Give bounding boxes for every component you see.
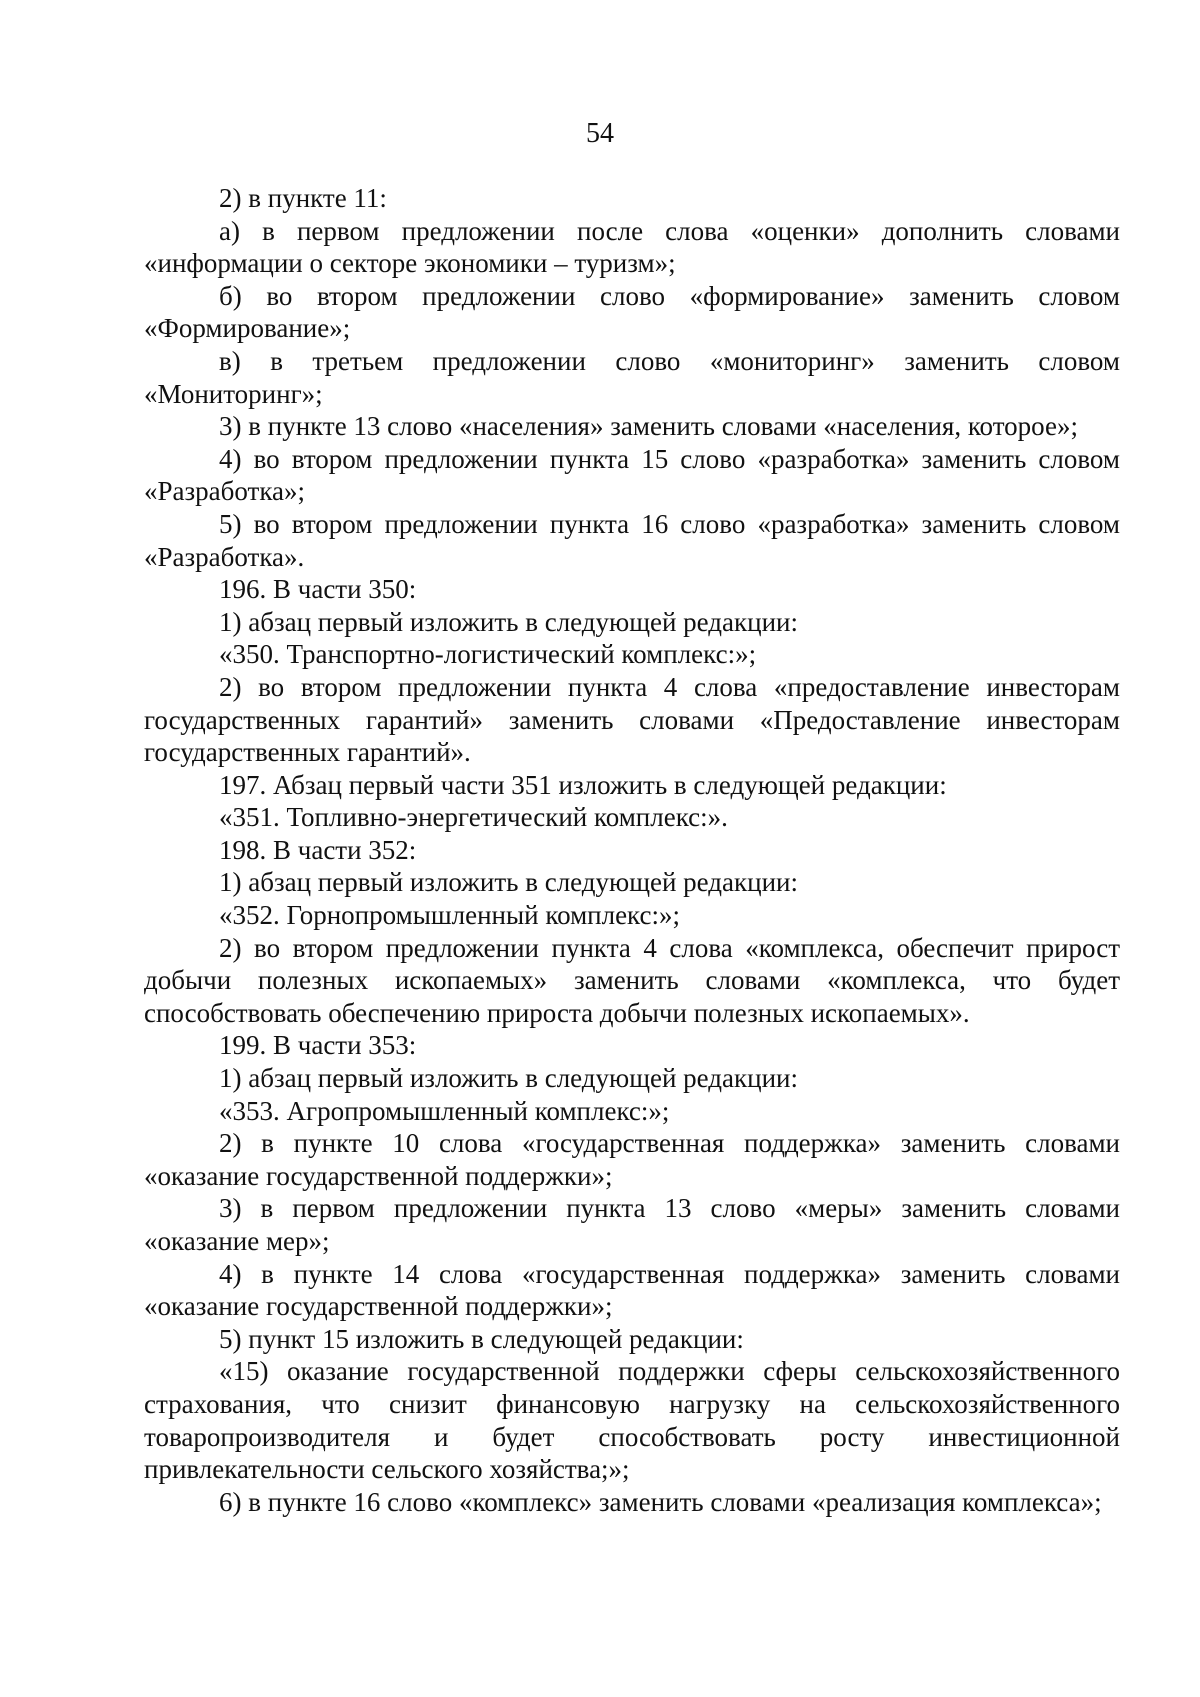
paragraph: «351. Топливно-энергетический комплекс:». [219, 802, 728, 833]
paragraph: «350. Транспортно-логистический комплекс:»; [219, 639, 757, 670]
paragraph: 5) во втором предложении пункта 16 слово «разработка» заменить словом «Разработка». [144, 508, 1120, 572]
paragraph: 6) в пункте 16 слово «комплекс» заменить словами «реализация комплекса»; [219, 1486, 1102, 1517]
paragraph: 3) в пункте 13 слово «населения» заменить словами «населения, которое»; [219, 411, 1078, 442]
page-number: 54 [586, 118, 614, 149]
paragraph: 2) во втором предложении пункта 4 слова «комплекса, обеспечит прирост добычи полезных ископаемых» заменить словами «комплекса, что будет способствовать обеспечению прироста добычи полезных ископаемых». [144, 932, 1120, 1028]
paragraph: 4) в пункте 14 слова «государственная поддержка» заменить словами «оказание государственной поддержки»; [144, 1258, 1120, 1322]
paragraph: 2) во втором предложении пункта 4 слова «предоставление инвесторам государственных гарантий» заменить словами «Предоставление инвесторам государственных гарантий». [144, 671, 1120, 768]
paragraph: 198. В части 352: [219, 834, 417, 865]
paragraph: а) в первом предложении после слова «оценки» дополнить словами «информации о секторе экономики – туризм»; [144, 215, 1120, 279]
paragraph: «15) оказание государственной поддержки сферы сельскохозяйственного страхования, что снизит финансовую нагрузку на сельскохозяйственного товаропроизводителя и будет способствовать росту инвестиционной привлекательности сельского хозяйства;»; [144, 1356, 1120, 1485]
paragraph: в) в третьем предложении слово «мониторинг» заменить словом «Мониторинг»; [144, 345, 1120, 409]
paragraph: 1) абзац первый изложить в следующей редакции: [219, 606, 798, 637]
paragraph: 197. Абзац первый части 351 изложить в следующей редакции: [219, 769, 947, 800]
paragraph: б) во втором предложении слово «формирование» заменить словом «Формирование»; [144, 280, 1120, 344]
paragraph: 196. В части 350: [219, 574, 417, 605]
paragraph: 3) в первом предложении пункта 13 слово «меры» заменить словами «оказание мер»; [144, 1193, 1120, 1256]
paragraph: 2) в пункте 10 слова «государственная поддержка» заменить словами «оказание государственной поддержки»; [144, 1128, 1120, 1191]
document-body [144, 182, 1120, 1518]
paragraph: 1) абзац первый изложить в следующей редакции: [219, 1063, 798, 1094]
paragraph: 1) абзац первый изложить в следующей редакции: [219, 867, 798, 898]
paragraph: 5) пункт 15 изложить в следующей редакции: [219, 1323, 744, 1354]
paragraph: «352. Горнопромышленный комплекс:»; [219, 900, 680, 931]
paragraph: 4) во втором предложении пункта 15 слово «разработка» заменить словом «Разработка»; [144, 443, 1120, 507]
paragraph: 199. В части 353: [219, 1030, 417, 1061]
paragraph: «353. Агропромышленный комплекс:»; [219, 1095, 670, 1126]
paragraph: 2) в пункте 11: [219, 183, 387, 213]
